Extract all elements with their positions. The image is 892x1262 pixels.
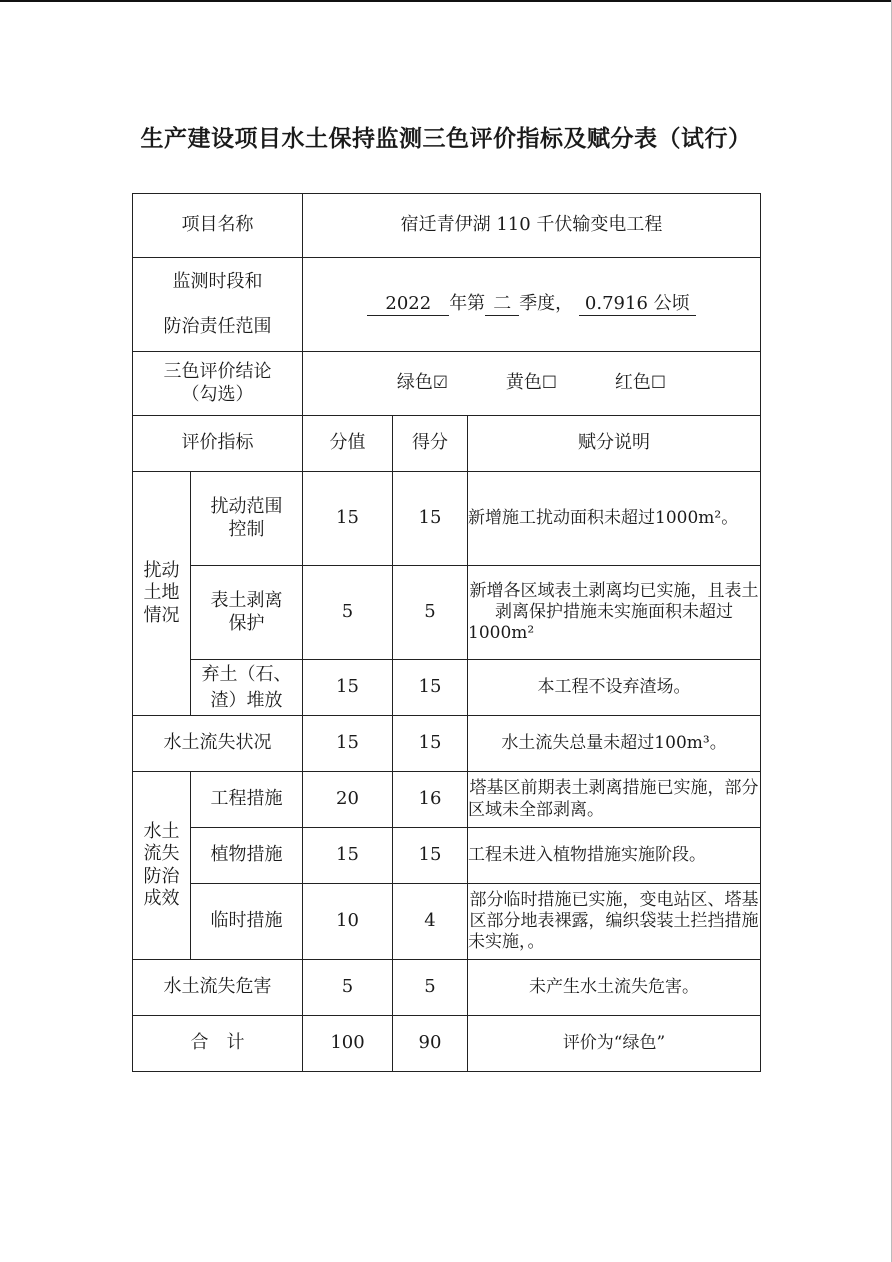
score-value: 15 [303,716,393,772]
header-row [133,416,761,472]
project-row [133,194,761,258]
header-score-got: 得分 [393,416,468,472]
sub-indicator [191,472,303,566]
conclusion-label-line1: 三色评价结论 [163,361,272,382]
table-row [133,660,761,716]
table-row [133,566,761,660]
group2-label-line: 流失 [143,843,180,864]
sub-indicator: 临时措施 [191,884,303,960]
score-got: 15 [393,828,468,884]
score-description: 新增各区域表土剥离均已实施，且表土剥离保护措施未实施面积未超过1000m² [468,566,761,660]
sub-indicator-line: 表土剥离 [210,590,283,611]
score-got: 16 [393,772,468,828]
header-indicator: 评价指标 [133,416,303,472]
score-got: 4 [393,884,468,960]
option-green-label: 绿色 [396,372,433,394]
score-got: 15 [393,660,468,716]
score-got: 15 [393,716,468,772]
sub-indicator-line: 渣）堆放 [210,689,283,711]
hazard-label: 水土流失危害 [133,960,303,1016]
score-description: 未产生水土流失危害。 [468,960,761,1016]
option-red-label: 红色 [614,372,651,394]
group2-label-line: 成效 [143,888,180,909]
sub-indicator-line: 扰动范围 [210,496,283,517]
table-row [133,960,761,1016]
header-description: 赋分说明 [468,416,761,472]
period-value [303,258,761,352]
option-green[interactable] [397,372,448,395]
period-row [133,258,761,352]
total-value: 100 [303,1016,393,1072]
sub-indicator [191,566,303,660]
score-got: 5 [393,960,468,1016]
score-description: 新增施工扰动面积未超过1000m²。 [468,472,761,566]
group2-label-line: 防治 [143,865,180,887]
sub-indicator-line: 保护 [228,612,265,634]
group2-label-line: 水土 [143,820,180,842]
score-value: 15 [303,660,393,716]
sub-indicator [191,660,303,716]
total-row [133,1016,761,1072]
table-row [133,716,761,772]
period-year-text: 年第 [449,293,486,315]
group1-label [133,472,191,716]
score-value: 10 [303,884,393,960]
conclusion-label-line2: （勾选） [181,383,254,405]
option-red[interactable] [615,372,666,395]
group1-label-line: 土地 [143,582,180,604]
group2-label [133,772,191,960]
project-value: 宿迁青伊湖 110 千伏输变电工程 [303,194,761,258]
table-row [133,472,761,566]
period-quarter: 二 [485,293,519,316]
score-value: 15 [303,472,393,566]
score-value: 5 [303,960,393,1016]
sub-indicator: 植物措施 [191,828,303,884]
period-area-unit: 公顷 [653,293,690,315]
score-value: 15 [303,828,393,884]
group1-label-line: 扰动 [143,559,180,581]
table-row [133,772,761,828]
option-yellow-label: 黄色 [505,372,542,394]
total-label: 合 计 [133,1016,303,1072]
option-yellow[interactable] [506,372,557,395]
total-description: 评价为“绿色” [468,1016,761,1072]
score-description: 本工程不设弃渣场。 [468,660,761,716]
score-got: 15 [393,472,468,566]
group1-label-line: 情况 [143,604,180,626]
header-score-value: 分值 [303,416,393,472]
score-description: 部分临时措施已实施，变电站区、塔基区部分地表裸露，编织袋装土拦挡措施未实施，。 [468,884,761,960]
project-label: 项目名称 [133,194,303,258]
table-row [133,884,761,960]
conclusion-label [133,352,303,416]
score-got: 5 [393,566,468,660]
score-value: 20 [303,772,393,828]
checked-box-icon[interactable]: ☑ [432,373,449,394]
conclusion-options [303,352,761,416]
period-area-value: 0.7916 [584,293,648,315]
period-label-line1: 监测时段和 [172,271,263,292]
top-rule [0,0,892,2]
evaluation-table [132,193,761,1072]
unchecked-box-icon[interactable]: ☐ [541,373,558,394]
unchecked-box-icon[interactable]: ☐ [650,373,667,394]
total-score: 90 [393,1016,468,1072]
period-area [579,293,696,316]
score-value: 5 [303,566,393,660]
period-label [133,258,303,352]
conclusion-row [133,352,761,416]
score-description: 水土流失总量未超过100m³。 [468,716,761,772]
sub-indicator: 工程措施 [191,772,303,828]
score-description: 塔基区前期表土剥离措施已实施，部分区域未全部剥离。 [468,772,761,828]
period-quarter-text: 季度， [519,293,574,315]
loss-status-label: 水土流失状况 [133,716,303,772]
sub-indicator-line: 弃土（石、 [201,664,292,686]
period-year: 2022 [367,293,449,316]
period-label-line2: 防治责任范围 [163,315,272,337]
score-description: 工程未进入植物措施实施阶段。 [468,828,761,884]
sub-indicator-line: 控制 [228,518,265,540]
table-row [133,828,761,884]
page-title: 生产建设项目水土保持监测三色评价指标及赋分表（试行） [140,125,752,152]
